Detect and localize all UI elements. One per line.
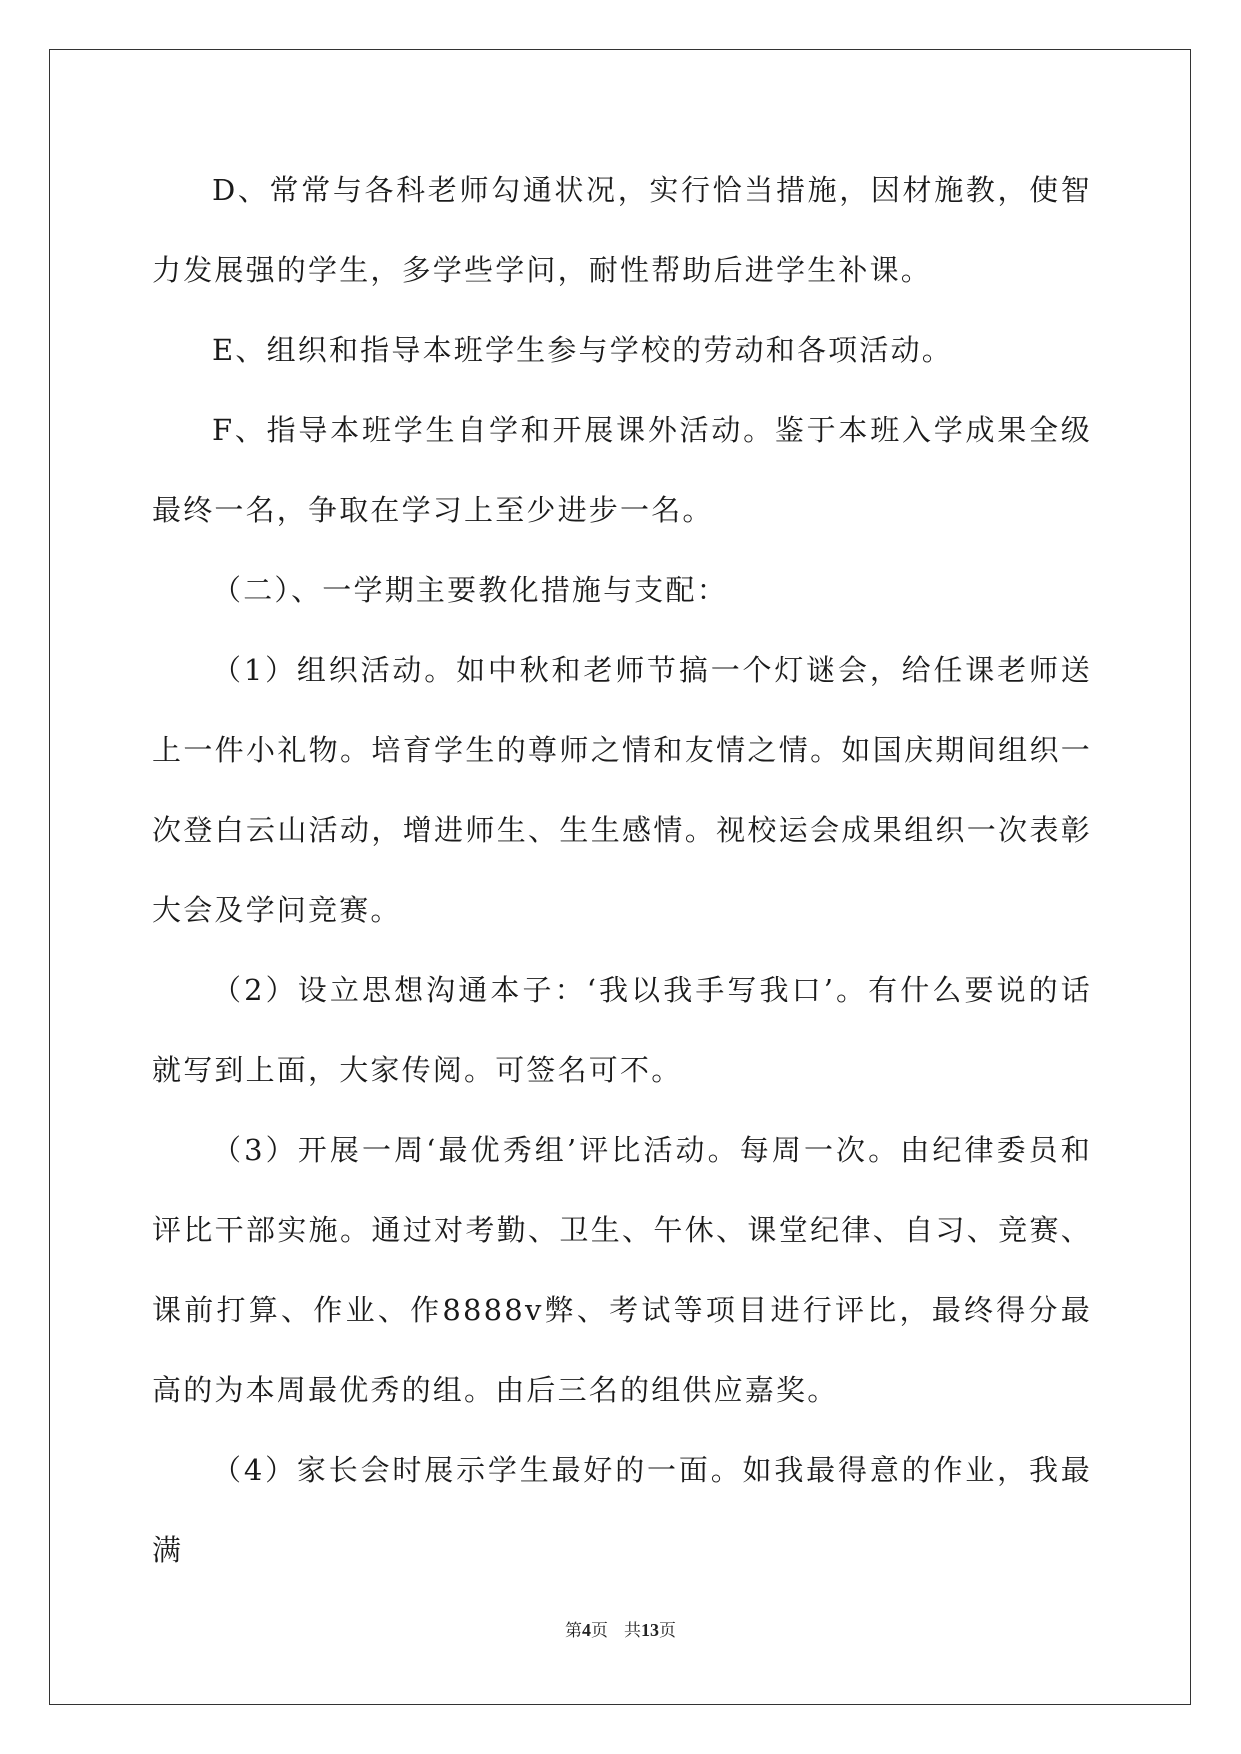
paragraph-item-4: （4）家长会时展示学生最好的一面。如我最得意的作业，我最满 bbox=[152, 1453, 1092, 1567]
total-pages: 13 bbox=[641, 1620, 659, 1640]
page-prefix: 第 bbox=[565, 1621, 582, 1641]
page-footer bbox=[0, 1616, 1241, 1641]
section-heading: （二）、一学期主要教化措施与支配： bbox=[212, 573, 728, 607]
paragraph-e: E、组织和指导本班学生参与学校的劳动和各项活动。 bbox=[212, 333, 953, 367]
page-number: 4 bbox=[582, 1620, 591, 1640]
paragraph-item-2: （2）设立思想沟通本子：‘我以我手写我口’。有什么要说的话就写到上面，大家传阅。可签名可不。 bbox=[152, 973, 1092, 1087]
paragraph-item-1: （1）组织活动。如中秋和老师节搞一个灯谜会，给任课老师送上一件小礼物。培育学生的尊师之情和友情之情。如国庆期间组织一次登白云山活动，增进师生、生生感情。视校运会成果组织一次表彰大会及学问竞赛。 bbox=[152, 653, 1092, 927]
paragraph-d: D、常常与各科老师勾通状况，实行恰当措施，因材施教，使智力发展强的学生，多学些学问，耐性帮助后进学生补课。 bbox=[152, 173, 1092, 287]
total-suffix: 页 bbox=[659, 1621, 676, 1641]
paragraph-item-3: （3）开展一周‘最优秀组’评比活动。每周一次。由纪律委员和评比干部实施。通过对考勤、卫生、午休、课堂纪律、自习、竞赛、课前打算、作业、作8888v弊、考试等项目进行评比，最终得分最高的为本周最优秀的组。由后三名的组供应嘉奖。 bbox=[152, 1133, 1092, 1407]
paragraph-f: F、指导本班学生自学和开展课外活动。鉴于本班入学成果全级最终一名，争取在学习上至少进步一名。 bbox=[152, 413, 1092, 527]
total-prefix: 共 bbox=[624, 1621, 641, 1641]
page-suffix: 页 bbox=[591, 1621, 608, 1641]
document-body bbox=[152, 150, 1092, 1590]
